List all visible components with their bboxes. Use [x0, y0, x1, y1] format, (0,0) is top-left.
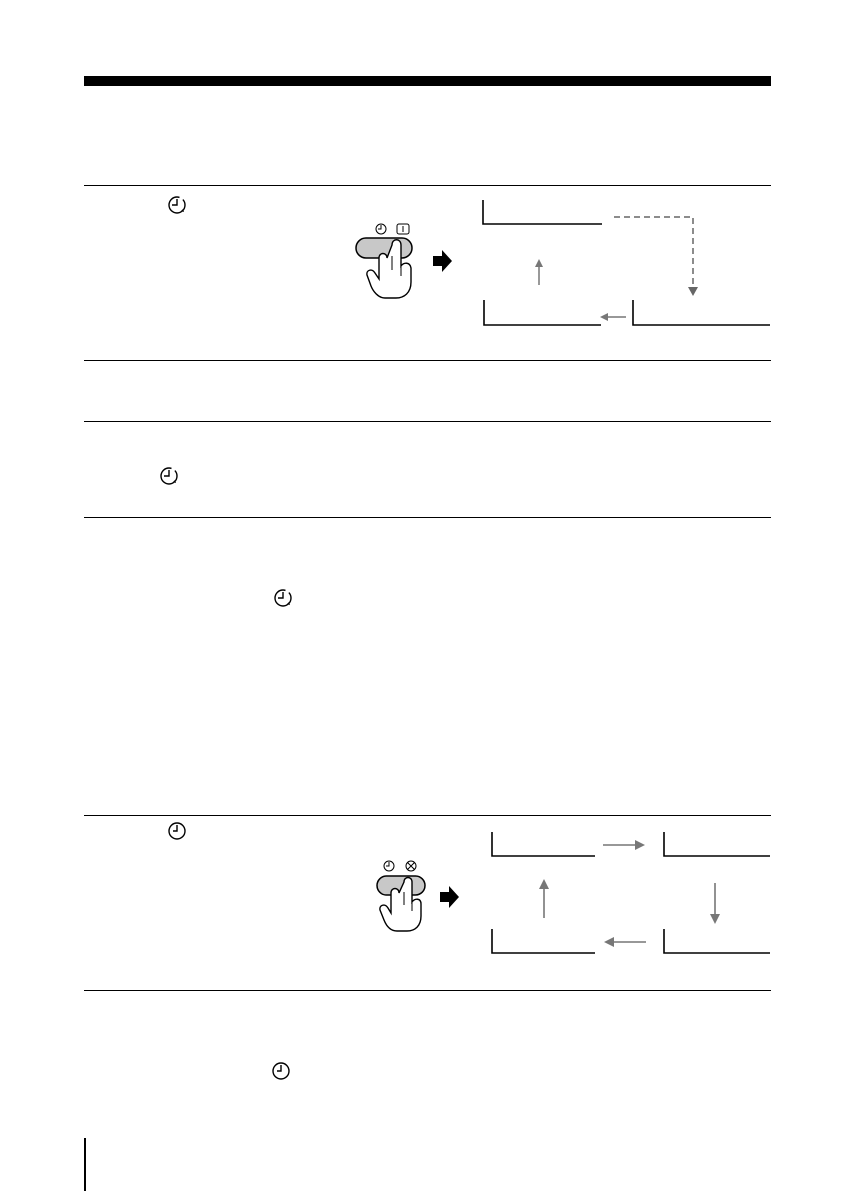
right-arrow-icon	[603, 840, 645, 850]
page-margin-line	[84, 1138, 86, 1191]
cancel-icon	[406, 861, 416, 871]
display-box	[633, 300, 770, 325]
display-box	[664, 929, 770, 953]
display-box	[484, 300, 601, 325]
timer-clock-icon	[384, 861, 394, 871]
right-arrow-icon	[433, 250, 452, 272]
display-box	[492, 832, 595, 856]
up-arrow-icon	[535, 259, 543, 285]
down-arrow-icon	[710, 883, 720, 924]
right-arrow-icon	[440, 886, 459, 908]
down-arrow-icon	[688, 287, 698, 296]
dashed-connector	[614, 217, 693, 288]
left-arrow-icon	[604, 937, 646, 947]
timer-button	[356, 238, 412, 298]
timer-clock-icon	[376, 224, 386, 234]
display-box	[664, 832, 770, 856]
display-box	[492, 929, 595, 953]
screen-display-icon	[397, 224, 409, 234]
display-box	[483, 200, 602, 224]
timer-cancel-button	[377, 876, 425, 931]
left-arrow-icon	[600, 313, 626, 321]
up-arrow-icon	[539, 879, 549, 918]
